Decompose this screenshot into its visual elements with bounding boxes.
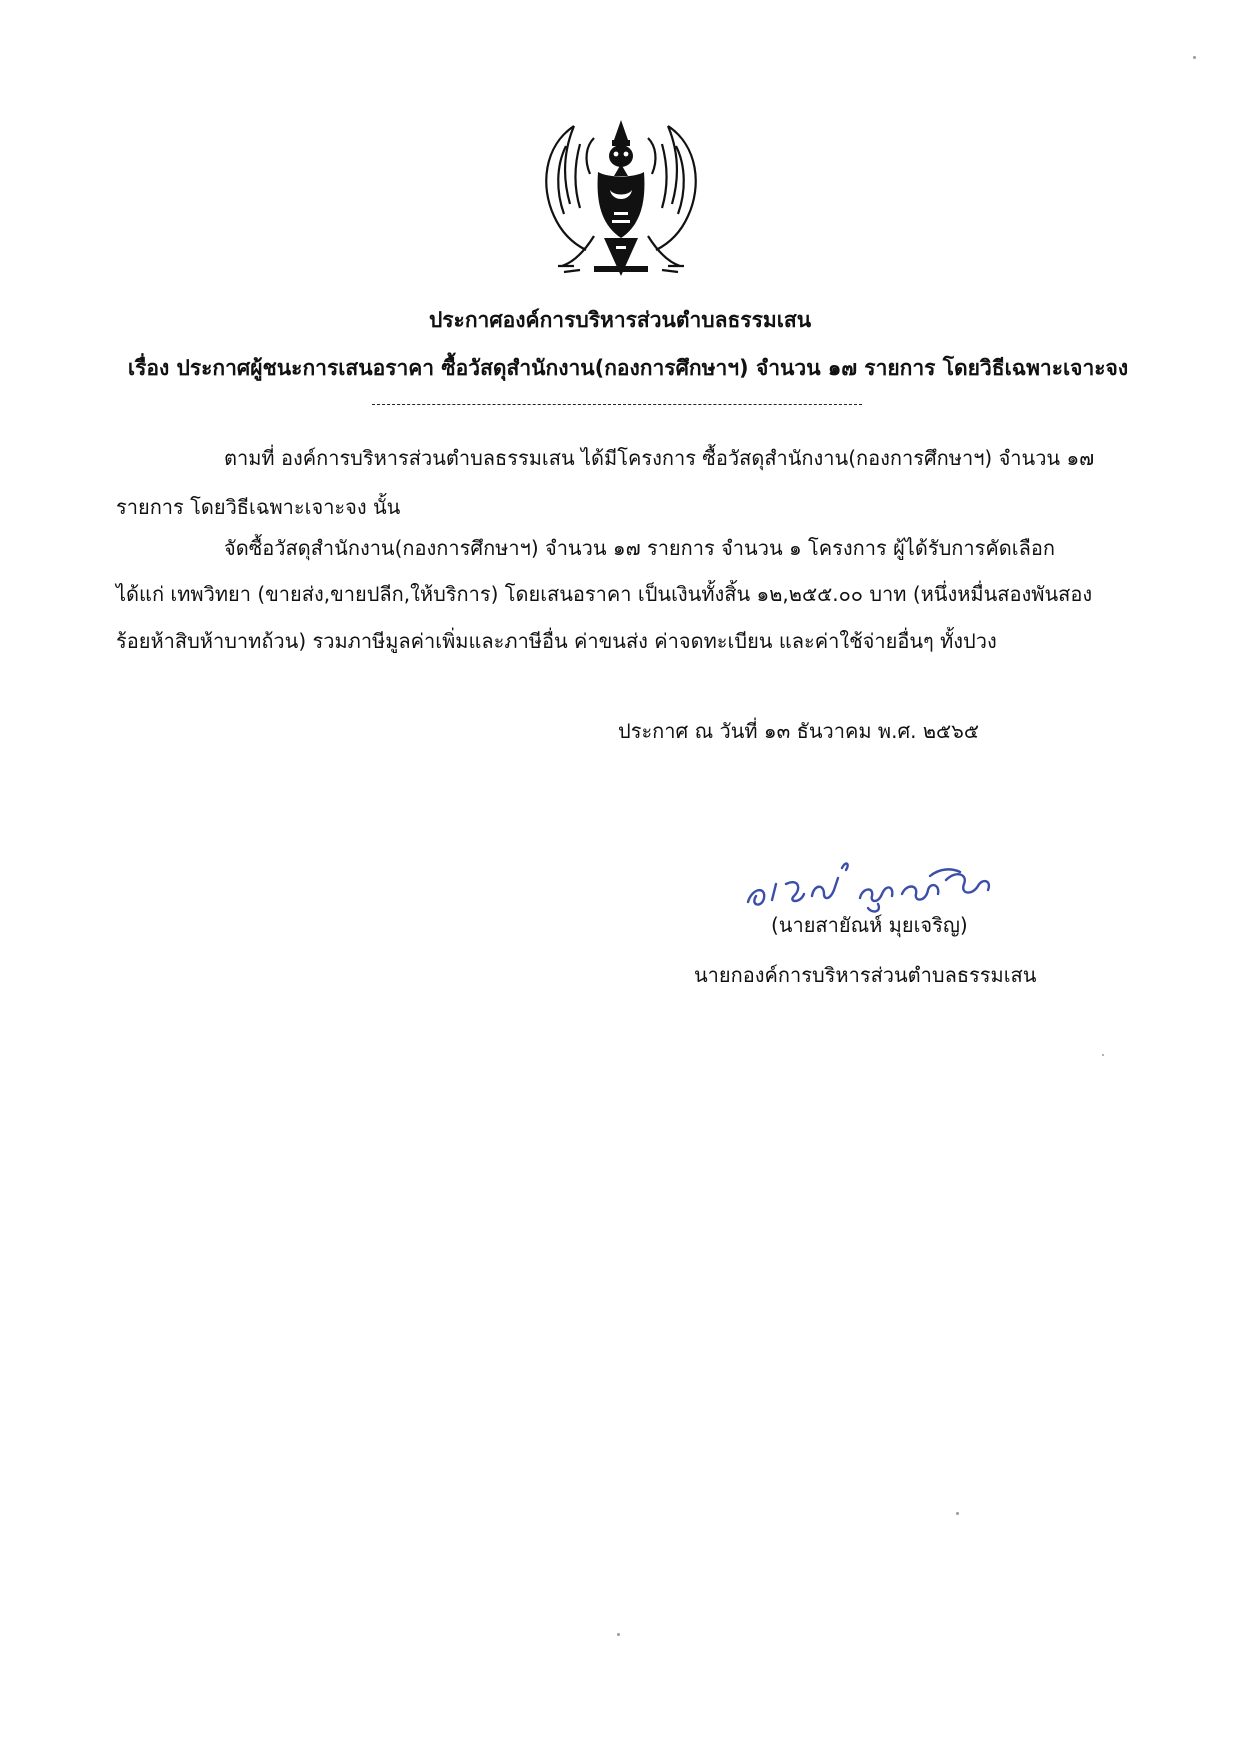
paragraph-2-line-3: ร้อยห้าสิบห้าบาทถ้วน) รวมภาษีมูลค่าเพิ่มและภาษีอื่น ค่าขนส่ง ค่าจดทะเบียน และค่าใช้จ่ายอื่นๆ ทั้งปวง (116, 629, 997, 653)
scan-speck (956, 1512, 959, 1515)
divider-line (372, 404, 862, 405)
scan-speck (1102, 1054, 1104, 1056)
signatory-position: นายกองค์การบริหารส่วนตำบลธรรมเสน (694, 963, 1037, 987)
paragraph-1-line-2: รายการ โดยวิธีเฉพาะเจาะจง นั้น (116, 495, 401, 519)
announcement-subject: เรื่อง ประกาศผู้ชนะการเสนอราคา ซื้อวัสดุสำนักงาน(กองการศึกษาฯ) จำนวน ๑๗ รายการ โดยวิธีเฉพาะเจาะจง (127, 356, 1129, 380)
signatory-name: (นายสายัณห์ มุยเจริญ) (771, 913, 968, 937)
announcement-date: ประกาศ ณ วันที่ ๑๓ ธันวาคม พ.ศ. ๒๕๖๕ (618, 719, 980, 743)
handwritten-signature (742, 838, 1010, 920)
scan-speck (617, 1633, 620, 1636)
paragraph-1-line-1: ตามที่ องค์การบริหารส่วนตำบลธรรมเสน ได้มีโครงการ ซื้อวัสดุสำนักงาน(กองการศึกษาฯ) จำนวน ๑๗ (224, 446, 1095, 470)
garuda-emblem-icon (534, 116, 708, 284)
scan-speck (1193, 56, 1196, 59)
announcement-title: ประกาศองค์การบริหารส่วนตำบลธรรมเสน (428, 308, 812, 332)
paragraph-2-line-1: จัดซื้อวัสดุสำนักงาน(กองการศึกษาฯ) จำนวน ๑๗ รายการ จำนวน ๑ โครงการ ผู้ได้รับการคัดเลือก (224, 536, 1055, 560)
paragraph-2-line-2: ได้แก่ เทพวิทยา (ขายส่ง,ขายปลีก,ให้บริการ) โดยเสนอราคา เป็นเงินทั้งสิ้น ๑๒,๒๕๕.๐๐ บาท (หนึ่งหมื่นสองพันสอง (116, 582, 1093, 606)
